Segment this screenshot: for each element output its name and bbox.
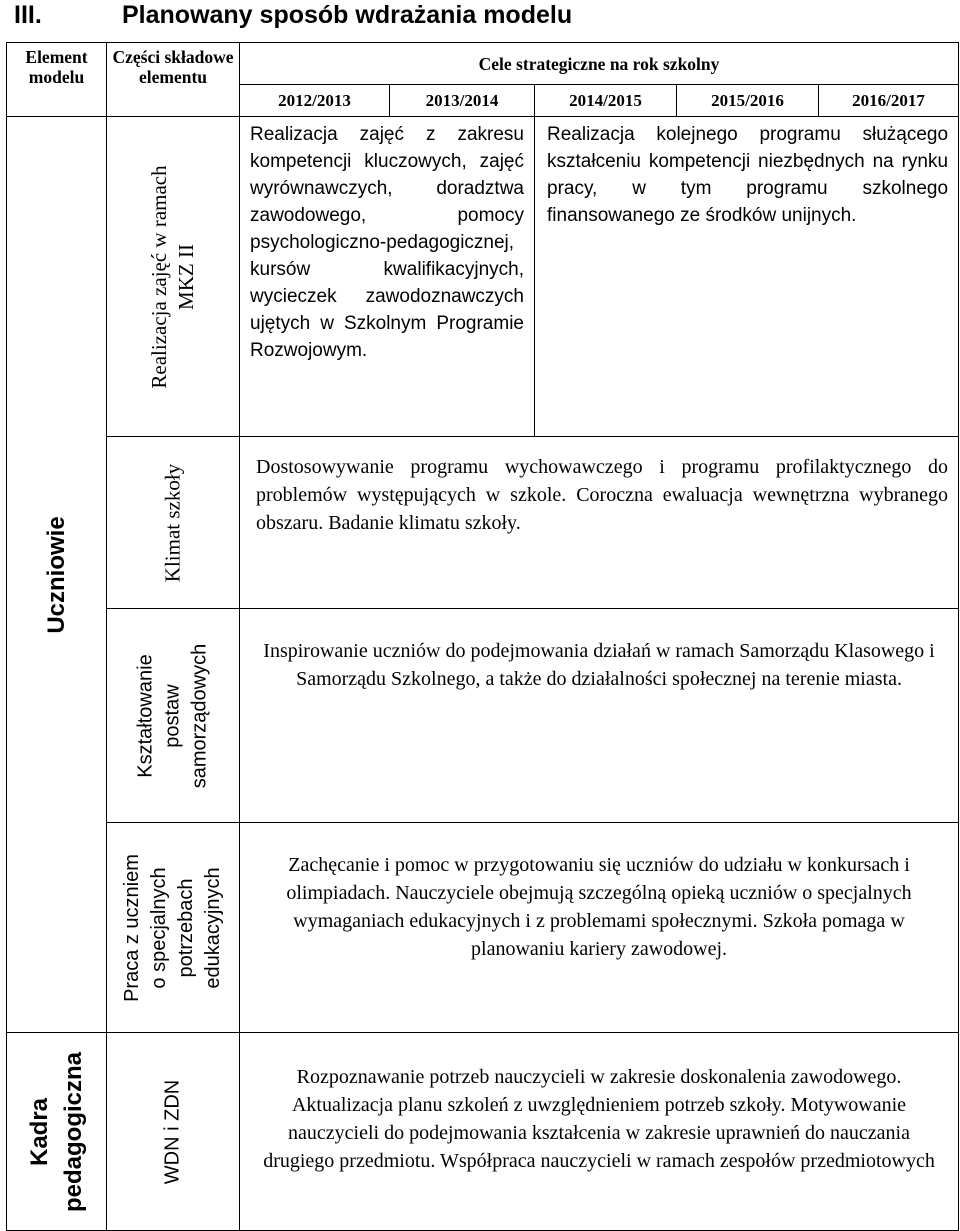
year-2016-2017: 2016/2017: [819, 85, 959, 117]
goal-special: Zachęcanie i pomoc w przygotowaniu się uczniów do udziału w konkursach i olimpiadach. Nauczyciele obejmują szczególną opieką uczniów o specjalnych wymaganiach edukacyjnych i z problemami społecznymi. Szkoła pomaga w planowaniu kariery zawodowej.: [286, 854, 912, 960]
header-goals: Cele strategiczne na rok szkolny: [240, 43, 959, 85]
part-selfgov-line1: Kształtowanie: [134, 653, 157, 778]
part-selfgov-label: [133, 643, 214, 788]
year-2014-2015: 2014/2015: [535, 85, 677, 117]
part-special-line4: edukacyjnych: [202, 866, 224, 989]
header-element: Element modelu: [7, 43, 107, 117]
group-students: [7, 117, 107, 1033]
group-staff: [7, 1033, 107, 1231]
goal-climate: Dostosowywanie programu wychowawczego i programu profilaktycznego do problemów występujących w szkole. Coroczna ewaluacja wewnętrzna wybranego obszaru. Badanie klimatu szkoły.: [256, 456, 949, 534]
group-staff-line1: Kadra: [25, 1097, 53, 1166]
goal-selfgov-cell: [240, 609, 959, 823]
goal-mkz-a-cell: [240, 117, 535, 437]
header-row-top: [7, 43, 959, 85]
part-selfgov-line3: samorządowych: [188, 643, 211, 788]
part-mkz: [107, 117, 240, 437]
group-staff-line2: pedagogiczna: [59, 1051, 87, 1212]
part-climate: [107, 437, 240, 609]
part-selfgov: [107, 609, 240, 823]
goal-mkz-b: Realizacja kolejnego programu służącego kształceniu kompetencji niezbędnych na rynku pracy, w tym programu szkolnego finansowanego ze środków unijnych.: [547, 124, 949, 226]
part-mkz-line1: Realizacja zajęć w ramach: [147, 164, 171, 389]
part-selfgov-line2: postaw: [161, 683, 184, 748]
group-students-label: Uczniowie: [42, 515, 70, 634]
row-special: [7, 823, 959, 1033]
part-wdn: [107, 1033, 240, 1231]
year-2015-2016: 2015/2016: [677, 85, 819, 117]
goal-climate-cell: [240, 437, 959, 609]
part-mkz-label: [146, 165, 200, 388]
part-mkz-line2: MKZ II: [174, 243, 198, 310]
goal-selfgov: Inspirowanie uczniów do podejmowania działań w ramach Samorządu Klasowego i Samorządu Szkolnego, a także do działalności społecznej na terenie miasta.: [263, 640, 935, 690]
section-number: III.: [14, 1, 42, 29]
row-mkz: [7, 117, 959, 437]
goal-mkz-b-cell: [535, 117, 959, 437]
part-special: [107, 823, 240, 1033]
row-wdn: [7, 1033, 959, 1231]
row-climate: [7, 437, 959, 609]
part-wdn-label: WDN i ZDN: [161, 1079, 184, 1184]
year-2013-2014: 2013/2014: [390, 85, 535, 117]
part-special-label: [119, 854, 227, 1002]
implementation-table: [6, 42, 959, 1231]
part-special-line2: o specjalnych: [148, 866, 170, 989]
goal-wdn: Rozpoznawanie potrzeb nauczycieli w zakresie doskonalenia zawodowego. Aktualizacja planu szkoleń z uwzględnieniem potrzeb szkoły. Motywowanie nauczycieli do podejmowania kształcenia w zakresie uprawnień do nauczania drugiego przedmiotu. Współpraca nauczycieli w ramach zespołów przedmiotowych: [263, 1066, 935, 1172]
part-special-line1: Praca z uczniem: [121, 853, 143, 1002]
goal-wdn-cell: [240, 1033, 959, 1231]
section-title: Planowany sposób wdrażania modelu: [122, 1, 573, 29]
goal-special-cell: [240, 823, 959, 1033]
part-special-line3: potrzebach: [175, 878, 197, 977]
goal-mkz-a: Realizacja zajęć z zakresu kompetencji kluczowych, zajęć wyrównawczych, doradztwa zawodowego, pomocy psychologiczno-pedagogicznej, kursów kwalifikacyjnych, wycieczek zawodoznawczych ujętych w Szkolnym Programie Rozwojowym.: [250, 124, 524, 361]
year-2012-2013: 2012/2013: [240, 85, 390, 117]
group-staff-label: [23, 1051, 91, 1211]
part-climate-label: Klimat szkoły: [160, 463, 185, 582]
row-selfgov: [7, 609, 959, 823]
section-heading: [14, 0, 954, 36]
header-parts: Części składowe elementu: [107, 43, 240, 117]
